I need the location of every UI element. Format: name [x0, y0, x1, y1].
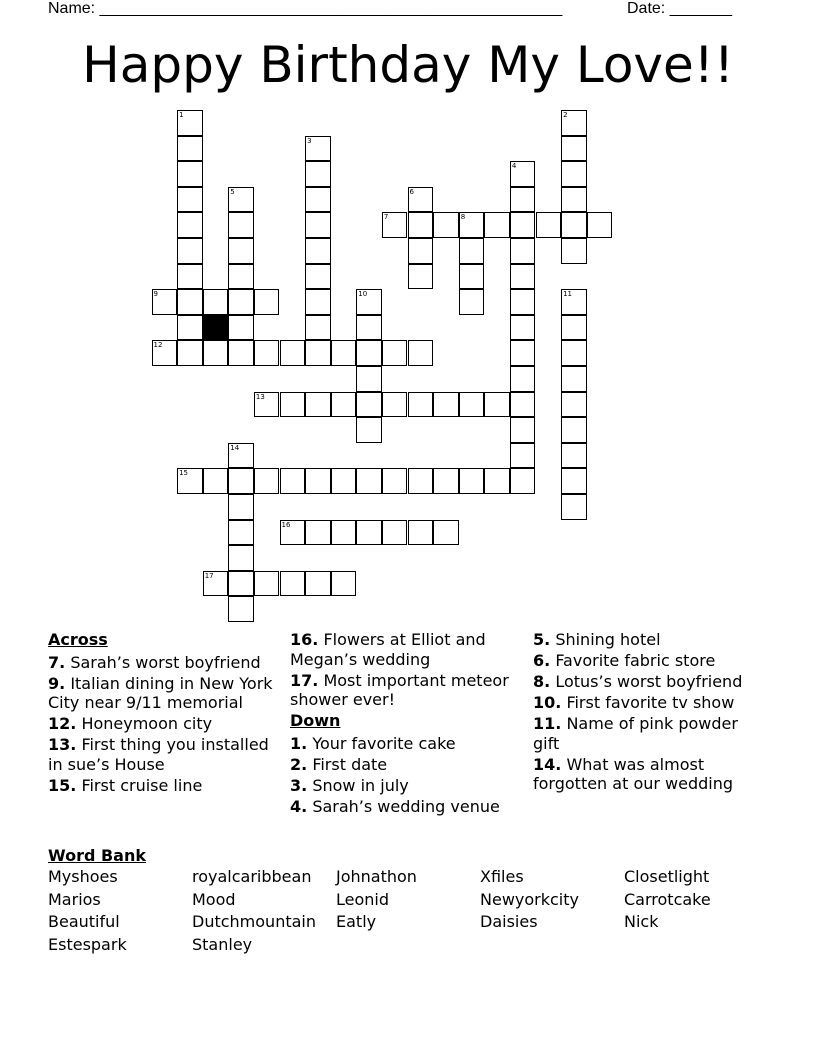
grid-cell[interactable]: [433, 468, 459, 494]
clue-across-16: 16. Flowers at Elliot and Megan’s wedding: [290, 630, 486, 669]
grid-cell[interactable]: [356, 520, 382, 546]
grid-cell[interactable]: [305, 136, 331, 162]
clue-across-13: 13. First thing you installed in sue’s House: [48, 735, 269, 774]
grid-cell[interactable]: [459, 212, 485, 238]
grid-cell[interactable]: [510, 315, 536, 341]
grid-cell[interactable]: [305, 468, 331, 494]
clue-number: 6: [409, 187, 414, 196]
grid-cell[interactable]: [382, 212, 408, 238]
grid-cell[interactable]: [382, 468, 408, 494]
grid-cell[interactable]: [228, 596, 254, 622]
word-bank-word: Marios: [48, 890, 101, 909]
grid-cell[interactable]: [459, 264, 485, 290]
black-cell: [203, 315, 229, 341]
grid-cell[interactable]: [228, 520, 254, 546]
clue-column-1: [48, 630, 278, 797]
word-bank-word: Nick: [624, 912, 659, 931]
grid-cell[interactable]: [152, 289, 178, 315]
clue-number: 4: [511, 162, 517, 171]
grid-cell[interactable]: [254, 468, 280, 494]
grid-cell[interactable]: [561, 340, 587, 366]
clue-across-15: 15. First cruise line: [48, 775, 203, 795]
clue-across-9: 9. Italian dining in New York City near 9/11 memorial: [48, 673, 273, 712]
grid-cell[interactable]: [331, 571, 357, 597]
grid-cell[interactable]: [254, 571, 280, 597]
clue-number: 3: [307, 136, 312, 145]
clue-down-5: 5. Shining hotel: [533, 630, 661, 649]
grid-cell[interactable]: [305, 315, 331, 341]
grid-cell[interactable]: [177, 468, 203, 494]
grid-cell[interactable]: [510, 468, 536, 494]
grid-cell[interactable]: [228, 340, 254, 366]
clue-across-7: 7. Sarah’s worst boyfriend: [48, 652, 261, 672]
grid-cell[interactable]: [228, 264, 254, 290]
grid-cell[interactable]: [587, 212, 613, 238]
grid-cell[interactable]: [433, 212, 459, 238]
grid-cell[interactable]: [228, 545, 254, 571]
grid-cell[interactable]: [203, 340, 229, 366]
grid-cell[interactable]: [254, 340, 280, 366]
grid-cell[interactable]: [510, 238, 536, 264]
grid-cell[interactable]: [254, 392, 280, 418]
grid-cell[interactable]: [177, 187, 203, 213]
clue-number: 9: [153, 290, 158, 299]
grid-cell[interactable]: [177, 136, 203, 162]
grid-cell[interactable]: [408, 520, 434, 546]
clue-across-12: 12. Honeymoon city: [48, 714, 213, 733]
grid-cell[interactable]: [228, 187, 254, 213]
grid-cell[interactable]: [561, 136, 587, 162]
clue-down-11: 11. Name of pink powder gift: [533, 714, 738, 753]
clue-number: 10: [358, 290, 368, 299]
word-bank-word: Newyorkcity: [480, 890, 579, 909]
grid-cell[interactable]: [331, 468, 357, 494]
grid-cell[interactable]: [305, 161, 331, 187]
grid-cell[interactable]: [228, 468, 254, 494]
date-field[interactable]: Date: _______: [627, 0, 732, 17]
word-bank-word: Daisies: [480, 912, 538, 931]
grid-cell[interactable]: [561, 468, 587, 494]
down-heading: Down: [290, 711, 341, 730]
grid-cell[interactable]: [356, 340, 382, 366]
grid-cell[interactable]: [510, 340, 536, 366]
clue-number: 16: [281, 520, 291, 529]
grid-cell[interactable]: [331, 520, 357, 546]
grid-cell[interactable]: [510, 392, 536, 418]
grid-cell[interactable]: [510, 161, 536, 187]
word-bank-word: royalcaribbean: [192, 867, 312, 886]
clue-column-3: [533, 630, 763, 795]
grid-cell[interactable]: [510, 366, 536, 392]
grid-cell[interactable]: [433, 520, 459, 546]
word-bank-word: Myshoes: [48, 867, 118, 886]
grid-cell[interactable]: [408, 212, 434, 238]
grid-cell[interactable]: [356, 392, 382, 418]
grid-cell[interactable]: [305, 571, 331, 597]
word-bank-word: Xfiles: [480, 867, 524, 886]
clue-down-1: 1. Your favorite cake: [290, 733, 456, 753]
grid-cell[interactable]: [561, 315, 587, 341]
grid-cell[interactable]: [280, 392, 306, 418]
grid-cell[interactable]: [177, 315, 203, 341]
grid-cell[interactable]: [203, 571, 229, 597]
grid-cell[interactable]: [177, 238, 203, 264]
grid-cell[interactable]: [510, 289, 536, 315]
grid-cell[interactable]: [305, 392, 331, 418]
grid-cell[interactable]: [561, 366, 587, 392]
grid-cell[interactable]: [561, 417, 587, 443]
grid-cell[interactable]: [177, 161, 203, 187]
clue-number: 17: [204, 571, 214, 580]
clue-number: 12: [153, 341, 163, 350]
page-title: Happy Birthday My Love!!: [82, 36, 734, 94]
word-bank-word: Mood: [192, 890, 236, 909]
grid-cell[interactable]: [408, 468, 434, 494]
grid-cell[interactable]: [484, 392, 510, 418]
grid-cell[interactable]: [228, 315, 254, 341]
clue-across-17: 17. Most important meteor shower ever!: [290, 670, 509, 709]
grid-cell[interactable]: [382, 392, 408, 418]
grid-cell[interactable]: [484, 468, 510, 494]
grid-cell[interactable]: [280, 340, 306, 366]
word-bank-word: Closetlight: [624, 867, 710, 886]
grid-cell[interactable]: [561, 212, 587, 238]
clue-number: 7: [383, 213, 389, 222]
grid-cell[interactable]: [331, 340, 357, 366]
clue-number: 14: [230, 443, 240, 452]
grid-cell[interactable]: [305, 289, 331, 315]
clue-down-8: 8. Lotus’s worst boyfriend: [533, 672, 743, 691]
grid-cell[interactable]: [459, 289, 485, 315]
grid-cell[interactable]: [305, 238, 331, 264]
grid-cell[interactable]: [305, 264, 331, 290]
grid-cell[interactable]: [305, 340, 331, 366]
grid-cell[interactable]: [433, 392, 459, 418]
grid-cell[interactable]: [382, 340, 408, 366]
grid-cell[interactable]: [228, 443, 254, 469]
grid-cell[interactable]: [356, 366, 382, 392]
word-bank-word: Eatly: [336, 912, 377, 931]
clue-number: 11: [563, 290, 573, 299]
grid-cell[interactable]: [280, 468, 306, 494]
grid-cell[interactable]: [510, 264, 536, 290]
word-bank-word: Leonid: [336, 890, 390, 909]
clue-number: 13: [255, 392, 265, 401]
grid-cell[interactable]: [177, 289, 203, 315]
grid-cell[interactable]: [561, 494, 587, 520]
grid-cell[interactable]: [459, 392, 485, 418]
word-bank-word: Johnathon: [336, 867, 417, 886]
grid-cell[interactable]: [356, 289, 382, 315]
word-bank-word: Carrotcake: [624, 890, 711, 909]
grid-cell[interactable]: [177, 110, 203, 136]
grid-cell[interactable]: [510, 212, 536, 238]
grid-cell[interactable]: [510, 417, 536, 443]
grid-cell[interactable]: [305, 212, 331, 238]
grid-cell[interactable]: [382, 520, 408, 546]
grid-cell[interactable]: [408, 340, 434, 366]
word-bank-word: Stanley: [192, 935, 253, 954]
grid-cell[interactable]: [561, 443, 587, 469]
grid-cell[interactable]: [408, 392, 434, 418]
grid-cell[interactable]: [459, 238, 485, 264]
grid-cell[interactable]: [561, 392, 587, 418]
grid-cell[interactable]: [356, 417, 382, 443]
clue-down-3: 3. Snow in july: [290, 775, 409, 795]
grid-cell[interactable]: [510, 443, 536, 469]
grid-cell[interactable]: [408, 264, 434, 290]
grid-cell[interactable]: [280, 520, 306, 546]
grid-cell[interactable]: [305, 187, 331, 213]
grid-cell[interactable]: [203, 289, 229, 315]
grid-cell[interactable]: [561, 161, 587, 187]
clue-number: 2: [563, 111, 568, 119]
name-field[interactable]: Name: ____________________________________________________: [48, 0, 563, 17]
grid-cell[interactable]: [177, 340, 203, 366]
grid-cell[interactable]: [408, 187, 434, 213]
grid-cell[interactable]: [510, 187, 536, 213]
grid-cell[interactable]: [305, 520, 331, 546]
grid-cell[interactable]: [177, 212, 203, 238]
word-bank-word: Dutchmountain: [192, 912, 316, 931]
grid-cell[interactable]: [356, 315, 382, 341]
clue-down-14: 14. What was almost forgotten at our wedding: [533, 754, 734, 793]
grid-cell[interactable]: [484, 212, 510, 238]
clue-number: 8: [460, 213, 466, 222]
grid-cell[interactable]: [203, 468, 229, 494]
word-bank-word: Estespark: [48, 935, 127, 954]
grid-cell[interactable]: [228, 289, 254, 315]
clue-down-10: 10. First favorite tv show: [533, 693, 735, 712]
grid-cell[interactable]: [228, 494, 254, 520]
grid-cell[interactable]: [561, 110, 587, 136]
clue-down-4: 4. Sarah’s wedding venue: [290, 796, 500, 816]
grid-cell[interactable]: [408, 238, 434, 264]
grid-cell[interactable]: [561, 187, 587, 213]
grid-cell[interactable]: [152, 340, 178, 366]
grid-cell[interactable]: [228, 238, 254, 264]
grid-cell[interactable]: [254, 289, 280, 315]
across-heading: Across: [48, 630, 108, 649]
grid-cell[interactable]: [177, 264, 203, 290]
grid-cell[interactable]: [561, 238, 587, 264]
clue-number: 5: [230, 187, 235, 196]
grid-cell[interactable]: [280, 571, 306, 597]
grid-cell[interactable]: [536, 212, 562, 238]
grid-cell[interactable]: [228, 212, 254, 238]
grid-cell[interactable]: [561, 289, 587, 315]
word-bank-title: Word Bank: [48, 846, 147, 865]
clue-down-2: 2. First date: [290, 754, 388, 774]
clue-column-2: [290, 630, 520, 818]
clue-number: 1: [179, 111, 184, 119]
grid-cell[interactable]: [228, 571, 254, 597]
word-bank-word: Beautiful: [48, 912, 120, 931]
clue-number: 15: [179, 469, 189, 478]
clue-down-6: 6. Favorite fabric store: [533, 651, 716, 670]
grid-cell[interactable]: [331, 392, 357, 418]
grid-cell[interactable]: [356, 468, 382, 494]
grid-cell[interactable]: [459, 468, 485, 494]
